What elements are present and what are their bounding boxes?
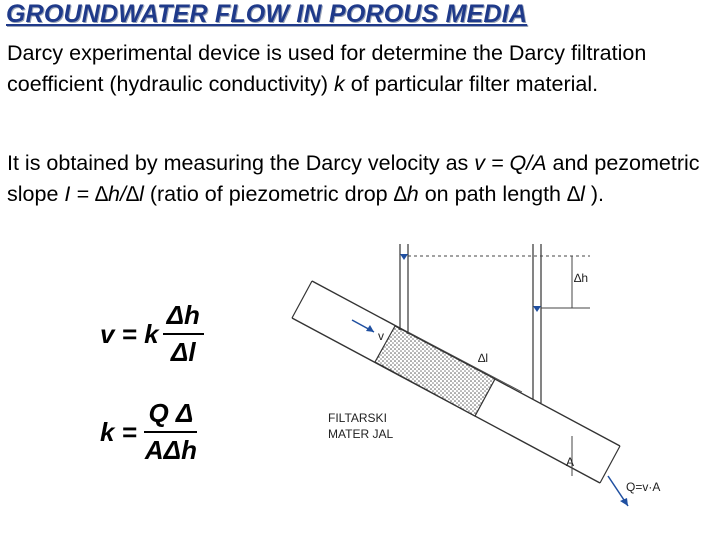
left-piezometer [400,244,408,334]
filter-material [375,326,495,416]
formula-v-lhs: v = k [100,318,159,349]
path-length-label: ∆l [478,351,489,365]
formula-k-fraction [141,398,201,466]
method-text-1: It is obtained by measuring the Darcy velocity as [7,151,475,175]
method-paragraph [7,148,712,210]
method-text-2: and pezometric slope [7,151,700,206]
slide-title: GROUNDWATER FLOW IN POROUS MEDIA [6,0,528,28]
area-label: A [566,455,575,469]
slope-equation: I = ∆h/∆l [64,182,144,206]
intro-paragraph [7,38,707,100]
formula-v-fraction [163,300,204,368]
right-piezometer [533,244,541,403]
head-drop-label: ∆h [574,271,589,285]
velocity-equation: v = Q/A [474,151,547,175]
dh-symbol: ∆h [393,182,419,206]
method-text-5: ). [584,182,605,206]
method-text-3: (ratio of piezometric drop [143,182,394,206]
velocity-label: v [378,329,384,343]
darcy-apparatus-diagram [290,236,710,536]
discharge-label: Q=v·A [626,480,661,494]
dl-symbol: ∆l [566,182,585,206]
formula-v-numerator: Δh [163,300,204,335]
darcy-velocity-formula [100,300,204,368]
intro-text-2: of particular filter material. [344,72,599,96]
method-text-4: on path length [418,182,567,206]
conductivity-formula [100,398,201,466]
formula-v-denominator: Δl [170,337,196,367]
formula-k-lhs: k = [100,416,137,447]
filter-label-line1: FILTARSKI [328,411,387,425]
formula-k-numerator: Q Δ [144,398,197,433]
intro-text-1: Darcy experimental device is used for determine the Darcy filtration coefficient (hydraulic conductivity) [7,41,647,96]
formula-k-denominator: AΔh [144,435,197,465]
filter-label-line2: MATER JAL [328,427,394,441]
intro-k-symbol: k [334,72,345,96]
